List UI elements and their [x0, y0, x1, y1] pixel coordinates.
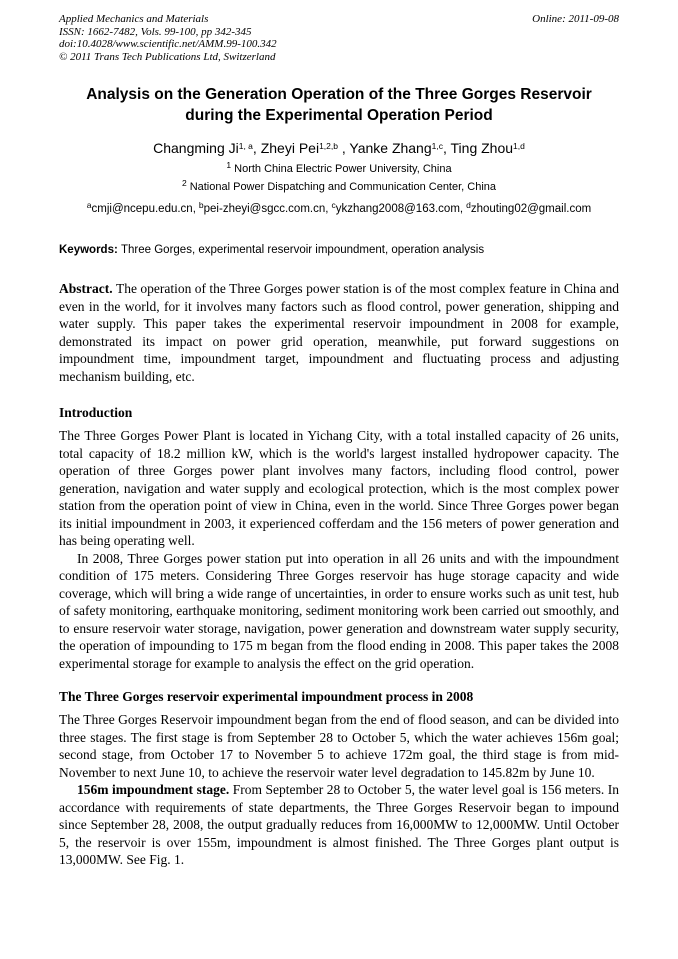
section-impoundment-process — [59, 689, 619, 869]
author-superscript: 1, a — [238, 141, 253, 151]
affiliation-text: National Power Dispatching and Communication Center, China — [189, 181, 497, 193]
email-superscript: c — [331, 200, 336, 210]
journal-name: Applied Mechanics and Materials — [59, 13, 209, 25]
email-superscript: b — [198, 200, 204, 210]
affiliation-line — [59, 160, 619, 176]
section-heading: The Three Gorges reservoir experimental impoundment process in 2008 — [59, 689, 474, 704]
keywords-text: Three Gorges, experimental reservoir impoundment, operation analysis — [121, 244, 485, 256]
email-superscript: d — [466, 200, 471, 210]
author-email: $^a$cmji@ncepu.edu.cn, — [86, 200, 196, 215]
section-heading: Introduction — [59, 405, 133, 420]
copyright-line: © 2011 Trans Tech Publications Ltd, Switzerland — [59, 50, 276, 63]
author-superscript: 1,c — [431, 141, 443, 151]
abstract-label: Abstract. — [59, 281, 117, 296]
abstract-text: The operation of the Three Gorges power station is of the most complex feature in China and even in the world, for it involves many factors such as flood control, power generation, shipping and water supply. This paper takes the experimental reservoir impoundment in 2008 for example, demonstrated its impact on power grid operation, meanwhile, put forward suggestions on impoundment time, impoundment target, impoundment and fluctuating process and adjusting mechanism building, etc. — [59, 281, 619, 384]
keywords-label: Keywords: — [59, 244, 121, 256]
page-header — [59, 13, 619, 63]
body-paragraph: The Three Gorges Reservoir impoundment began from the end of flood season, and can be divided into three stages. The first stage is from September 28 to October 5, which the water achieves 156m goal; second stage, from October 17 to November 5 to achieve 172m goal, the third stage is from mid-November to next June 10, to achieve the reservoir water level degradation to 145.82m by June 10. — [59, 712, 619, 780]
author-superscript: 1,2,b — [319, 141, 338, 151]
author-line — [59, 139, 619, 157]
affiliation-superscript: 2 — [181, 178, 187, 188]
author-email: $^b$pei-zheyi@sgcc.com.cn, — [198, 200, 329, 215]
affiliation-text: North China Electric Power University, China — [234, 163, 452, 175]
email-line — [59, 200, 619, 216]
online-date: Online: 2011-09-08 — [532, 13, 619, 25]
body-paragraph: In 2008, Three Gorges power station put into operation in all 26 units and with the impoundment condition of 175 meters. Considering Three Gorges reservoir has huge storage capacity and wide coverage, which will bring a wide range of uncertainties, in order to ensure works such as unit test, hub of safety monitoring, earthquake monitoring, sediment monitoring work been carried out smoothly, and to ensure reservoir water storage, navigation, power generation and downstream water supply security, the operation of impounding to 175 m began from the flood ending in 2008. This paper takes the 2008 experimental storage for example to analysis the effect on the grid operation. — [59, 550, 619, 671]
author-separator: , — [442, 140, 451, 156]
author: Zheyi Pei$^{1,2,b}$ , — [260, 140, 350, 156]
paper-title: Analysis on the Generation Operation of the Three Gorges Reservoir during the Experimental Operation Period — [86, 86, 592, 124]
author-superscript: 1,d — [513, 141, 525, 151]
abstract-paragraph — [59, 280, 619, 385]
body-paragraph — [59, 781, 619, 869]
paragraph-lead: 156m impoundment stage. — [77, 782, 233, 797]
paragraph-text: From September 28 to October 5, the water level goal is 156 meters. In accordance with requirements of state departments, the Three Gorges Reservoir began to impound since September 28, 2008, the output gradually reduces from 16,000MW to 12,000MW. Until October 5, the reservoir is over 155m, impoundment is almost finished. The Three Gorges plant output is 13,000MW. See Fig. 1. — [59, 782, 619, 867]
body-paragraph: The Three Gorges Power Plant is located in Yichang City, with a total installed capacity of 26 units, total capacity of 18.2 million kW, which is the world's largest installed hydropower capacity. The operation of three Gorges power plant involves many factors, including flood control, power generation, navigation and water supply and ecological protection, which is the most complex power station from the operation point of view in China, even in the world. Since Three Gorges power began its initial impoundment in 2003, it experienced cofferdam and the 156 meters of power generation and has being operating well. — [59, 428, 619, 548]
author-separator: , — [337, 140, 350, 156]
author-separator: , — [252, 140, 261, 156]
affiliation-line — [59, 178, 619, 194]
author-email: $^c$ykzhang2008@163.com, — [331, 200, 464, 215]
journal-metadata — [59, 13, 277, 63]
author-email: $^d$zhouting02@gmail.com — [466, 200, 592, 215]
section-introduction — [59, 405, 619, 672]
issn-line: ISSN: 1662-7482, Vols. 99-100, pp 342-345 — [59, 25, 252, 38]
author: Ting Zhou$^{1,d}$ — [450, 140, 525, 156]
doi-line: doi:10.4028/www.scientific.net/AMM.99-100.342 — [59, 38, 277, 50]
email-superscript: a — [86, 200, 92, 210]
keywords-line — [59, 243, 619, 257]
author: Changming Ji$^{1, a}$, — [153, 140, 261, 156]
affiliation-superscript: 1 — [226, 160, 232, 170]
author: Yanke Zhang$^{1,c}$, — [349, 140, 451, 156]
